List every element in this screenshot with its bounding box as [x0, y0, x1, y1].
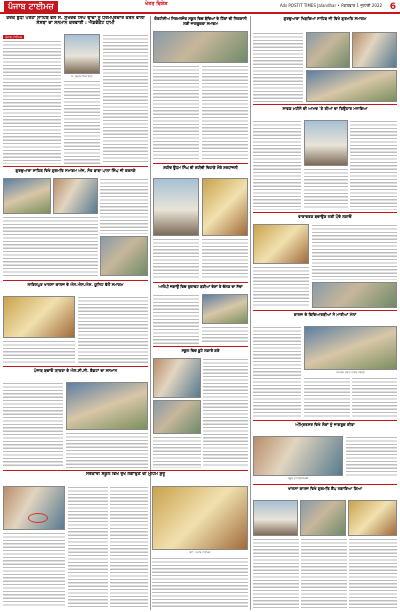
photo-caption: ਸਕੂਲ ਦੇ ਵਿਦਿਆਰਥੀ — [287, 477, 309, 480]
article-body — [253, 120, 301, 210]
headline: ਵਾਤਾਵਰਣ ਬਚਾਉਣ ਲਈ ਪੌਦੇ ਲਗਾਓ — [298, 214, 352, 219]
article — [3, 282, 148, 294]
article-body — [202, 65, 248, 161]
divider — [253, 310, 397, 311]
article — [253, 486, 397, 498]
event-photo — [253, 500, 298, 536]
article-body — [100, 178, 148, 234]
article — [253, 106, 397, 118]
event-photo — [312, 282, 397, 308]
article-body — [203, 358, 248, 468]
event-photo — [352, 32, 397, 68]
event-photo — [202, 294, 248, 324]
headline: ਸਰਕਾਰੀ ਸਕੂਲ ਵਿਖੇ ਰੁੱਖ ਲਗਾਉਣ ਦੀ ਮੁਹਿੰਮ ਸ਼ੁਰੂ — [85, 472, 166, 477]
article-body — [352, 377, 397, 418]
article — [253, 214, 397, 222]
event-photo — [348, 500, 397, 536]
divider — [3, 166, 148, 167]
article — [153, 16, 248, 30]
article-body — [349, 538, 397, 608]
group-photo — [66, 382, 148, 430]
headline: ਗੁਰਦੁਆਰਾ ਖਿੜਕਿਆਂ ਸਾਹਿਬ ਜੀ ਵਿਖੇ ਗੁਰਮਤਿ ਸਮਾਗਮ — [283, 16, 367, 21]
divider — [153, 282, 248, 283]
article-body — [110, 486, 148, 608]
headline: ਕੋਰਟੀਸੀਅ ਨਿਰਮਲਜੋਤ ਸਕੂਲ ਵਿਚ ਬੱਚਿਆਂ ਦੇ ਹਿੱਤਾਂ ਦੀ ਨਿਗਰਾਨੀ ਲਈ ਜਾਗਰੂਕਤਾ ਸਮਾਗਮ — [154, 16, 247, 27]
article-body — [152, 557, 248, 608]
article-body — [253, 266, 309, 306]
byline-tag: ਪੰਜਾਬ ਟਾਈਮਜ਼ — [5, 35, 23, 39]
article-body — [64, 80, 100, 164]
article-body — [312, 224, 397, 280]
headline: ਖਾਲਸਾ ਕਾਲਜ ਵਿਖੇ ਗੁਰਮਤਿ ਕੈਂਪ ਲਗਾਇਆ ਗਿਆ — [288, 486, 362, 491]
article-body — [153, 238, 199, 280]
divider — [153, 346, 248, 347]
event-photo — [153, 31, 248, 63]
event-photo — [153, 400, 201, 434]
photo-caption: ਸਮਾਗਮ ਦੌਰਾਨ ਹਾਜ਼ਰ ਪਤਵੰਤੇ — [336, 371, 365, 374]
article — [153, 165, 248, 177]
event-photo — [253, 224, 309, 264]
photo-caption: ਸ. ਸੁਖਦੇਵ ਸਿੰਘ ਢਾਂਚਾ — [71, 75, 93, 78]
headline: ਤਰਕ ਬੁੱਧੀ ਪਰਤਾ ਸਾਹਿਬ ਵੱਲੋਂ ਸ. ਸੁਖਦੇਵ ਸਿੰਘ ਢਾਂਚਾ ਨੂੰ ਧਰਮਪ੍ਰਚਾਰ ਕਰਨ ਵਾਲੀ ਸੰਸਥਾ ਦਾ ਸਨਮਾਨ ਕਰਵਾਈ : ਐਡਵੋਕੇਟ ਧਾਮੀ — [6, 16, 145, 27]
divider — [3, 280, 148, 281]
article-body — [304, 168, 348, 210]
event-photo — [153, 358, 201, 398]
portrait-photo — [153, 178, 199, 236]
article — [253, 312, 397, 324]
portrait-photo — [202, 178, 248, 236]
section-label: ਖੇਤਰ ਵਿਸ਼ੇਸ਼ — [145, 1, 168, 7]
article — [253, 422, 397, 434]
event-photo — [3, 178, 51, 214]
article-body — [253, 538, 299, 608]
article-body — [78, 296, 148, 364]
divider — [3, 366, 148, 367]
headline: ਅੰਮ੍ਰਿਤਸਰ ਵਿਖੇ ਲੋਕਾਂ ਨੂੰ ਜਾਗਰੂਕ ਕੀਤਾ — [295, 422, 355, 427]
article-body — [3, 40, 61, 164]
article-body — [153, 436, 201, 468]
page-header — [0, 0, 400, 14]
group-photo — [304, 326, 397, 370]
article-body — [253, 326, 301, 418]
divider — [253, 484, 397, 485]
tree-plantation-photo — [3, 486, 65, 530]
article-body — [103, 34, 148, 164]
article-body — [202, 238, 248, 280]
divider — [153, 163, 248, 164]
column-rule — [250, 16, 251, 610]
event-photo — [306, 70, 397, 102]
article-body — [301, 538, 347, 608]
article-body — [346, 436, 397, 476]
highlight-circle — [28, 513, 48, 523]
article-body — [3, 382, 63, 468]
article-body — [202, 326, 248, 344]
headline: ਸਾਵਣ ਮਹੀਨੇ ਦੀ ਆਮਦ 'ਤੇ ਤੀਆਂ ਦਾ ਤਿਉਹਾਰ ਮਨਾਇਆ — [282, 106, 368, 111]
headline: ਕਾਲਜ ਦੇ ਵਿਦਿਆਰਥੀਆਂ ਨੇ ਮਾਰੀਆਂ ਮੱਲਾਂ — [293, 312, 357, 317]
article — [3, 472, 248, 484]
portrait-photo — [304, 120, 348, 166]
article-body — [3, 532, 65, 608]
masthead: ਪੰਜਾਬ ਟਾਈਮਜ਼ — [4, 1, 58, 13]
event-photo — [306, 32, 350, 68]
column-rule — [150, 16, 151, 610]
article-body — [3, 216, 98, 276]
divider — [3, 470, 248, 471]
event-photo — [100, 236, 148, 276]
article — [153, 348, 248, 356]
group-photo — [253, 436, 343, 476]
divider — [253, 420, 397, 421]
headline: ਸ਼ਹੀਦ ਊਧਮ ਸਿੰਘ ਦੀ ਸ਼ਹੀਦੀ ਦਿਹਾੜੇ ਮੌਕੇ ਸ਼ਰਧਾਂਜਲੀ — [163, 165, 238, 170]
headline: ਪੰਜਾਬ ਬਚਾਓ ਯਾਤਰਾ ਦੇ ਐਨ.ਸੀ.ਸੀ. ਕੈਡਟਾਂ ਦਾ ਸਨਮਾਨ — [33, 368, 118, 373]
headline: ਸਕੂਲ ਵਿਚ ਬੂਟੇ ਲਗਾਏ ਗਏ — [181, 348, 220, 353]
article-body — [350, 120, 397, 210]
article — [3, 168, 148, 176]
portrait-photo — [64, 34, 100, 74]
article-body — [66, 432, 148, 468]
article-body — [153, 65, 199, 161]
tree-plantation-photo — [152, 486, 248, 550]
article — [153, 284, 248, 292]
article-body — [3, 340, 75, 364]
divider — [253, 104, 397, 105]
article-body — [153, 294, 199, 344]
event-photo — [53, 178, 98, 214]
photo-caption: ਫੋਟੋ : ਪੰਜਾਬ ਟਾਈਮਜ਼ — [189, 551, 211, 554]
article-body — [68, 486, 108, 608]
article-body — [304, 377, 350, 418]
article — [253, 16, 397, 30]
divider — [253, 212, 397, 213]
dateline: Ads POSTIT TIMES Jalandhar • ਮੰਗਲਵਾਰ 1 ਜੁਲਾਈ 2022 — [279, 3, 382, 8]
headline: ਗੁਰਦੁਆਰਾ ਸਾਹਿਬ ਵਿਖੇ ਗੁਰਮਤਿ ਸਮਾਗਮ ਅੱਜ, ਸੰਤ ਬਾਬਾ ਪਾਲਾ ਸਿੰਘ ਜੀ ਕਰਨਗੇ — [15, 168, 136, 173]
page-number: 6 — [389, 2, 396, 12]
group-photo — [3, 296, 75, 338]
event-photo — [300, 500, 346, 536]
headline: ਆਲੋਪੀ ਜਗਾਉ ਵਿਚ ਰੁਕਾਵਟ ਬਣੀਆਂ ਦੇਸ਼ਾਂ ਤੇ ਚੱਲਣ ਦਾ ਸੱਦਾ — [158, 284, 243, 289]
headline: ਲਾਇਲਪੁਰ ਖਾਲਸਾ ਕਾਲਜ ਦੇ ਐਨ.ਐਸ.ਐਸ. ਯੂਨਿਟ ਵੱਲੋਂ ਸਮਾਗਮ — [27, 282, 124, 287]
article-body — [253, 32, 303, 102]
article — [3, 368, 148, 380]
